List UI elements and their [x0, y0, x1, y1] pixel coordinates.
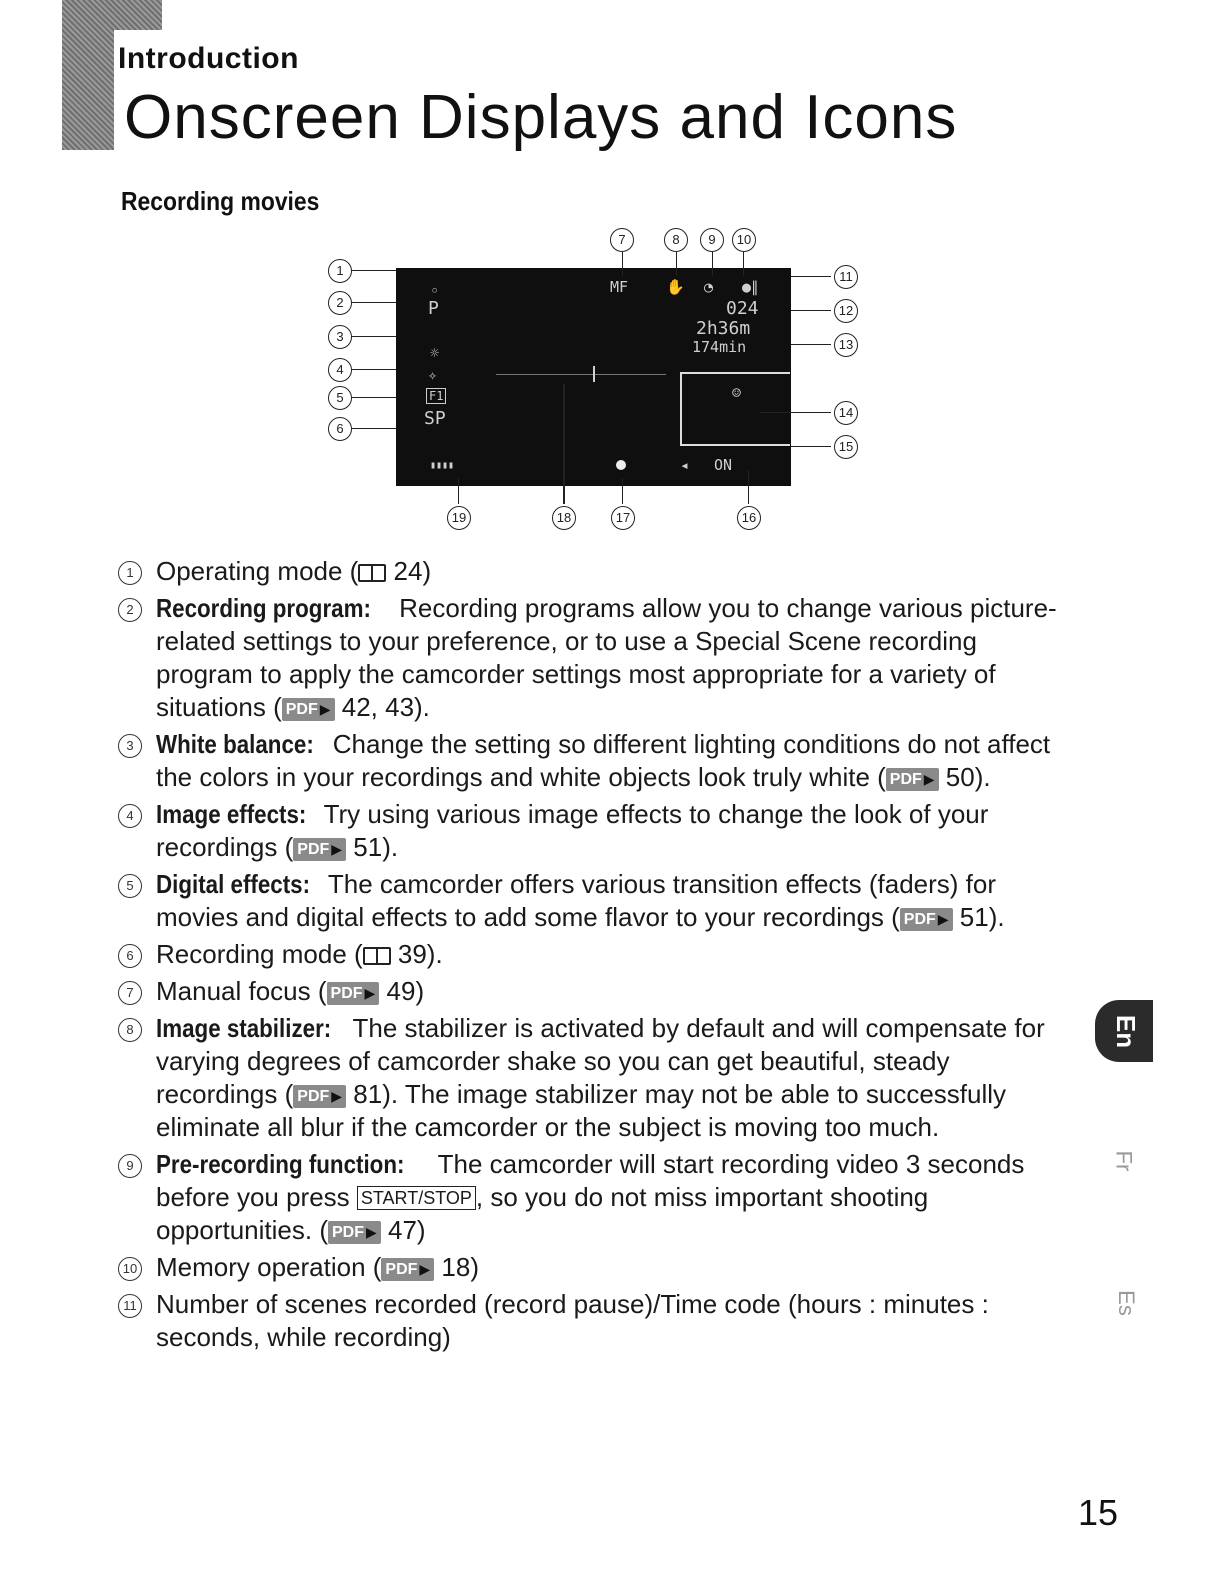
pdf-reference-icon: PDF ▶ — [327, 982, 380, 1005]
language-tab-french[interactable]: Fr — [1111, 1150, 1137, 1172]
item-number: 6 — [118, 944, 142, 968]
face-detection-icon: ☺ — [732, 384, 742, 402]
item-ref: 50). — [938, 762, 991, 792]
leader-line-1 — [350, 270, 396, 271]
language-tab-label: En — [1111, 1014, 1142, 1049]
item-text: Manual focus ( — [156, 976, 327, 1006]
leader-line-6 — [350, 428, 396, 429]
list-item — [118, 975, 1068, 1008]
leader-line-15 — [791, 446, 831, 447]
item-number: 11 — [118, 1294, 142, 1318]
list-item — [118, 938, 1068, 971]
pdf-reference-icon: PDF ▶ — [381, 1258, 434, 1281]
item-number: 8 — [118, 1018, 142, 1042]
level-marker-line — [496, 374, 666, 375]
item-text: Recording mode ( — [156, 939, 363, 969]
item-number: 9 — [118, 1154, 142, 1178]
leader-line-8 — [676, 252, 677, 276]
list-item — [118, 555, 1068, 588]
pdf-reference-icon: PDF ▶ — [293, 1085, 346, 1108]
item-text: Recording programs allow you to change various picture-related settings to your preference, or to use a Special Scene recording program to apply the camcorder settings most appropriate for a variety of situations ( — [156, 593, 1057, 722]
language-tab-spanish[interactable]: Es — [1113, 1290, 1139, 1316]
leader-line-17 — [622, 478, 623, 504]
callout-7: 7 — [610, 228, 634, 252]
list-item — [118, 798, 1068, 864]
callout-12: 12 — [834, 299, 858, 323]
leader-line-12 — [791, 310, 831, 311]
section-label: Introduction — [118, 42, 299, 75]
callout-18: 18 — [552, 506, 576, 530]
item-ref: 51). — [952, 902, 1005, 932]
status-on-label: ON — [714, 456, 733, 474]
leader-line-2 — [350, 302, 396, 303]
leader-line-11 — [791, 276, 831, 277]
callout-10: 10 — [732, 228, 756, 252]
callout-11: 11 — [834, 265, 858, 289]
item-text-continued: , so you do not miss important shooting opportunities. ( — [156, 1182, 929, 1245]
description-list — [118, 555, 1068, 1358]
battery-remaining: 174min — [692, 338, 747, 356]
scene-count: 024 — [726, 298, 759, 319]
mic-attenuator-icon: ◂ — [680, 456, 690, 474]
lcd-screen-diagram — [396, 268, 791, 486]
callout-4: 4 — [328, 358, 352, 382]
start-stop-key-icon: START/STOP — [357, 1186, 476, 1210]
list-item — [118, 868, 1068, 934]
item-number: 5 — [118, 874, 142, 898]
item-number: 2 — [118, 598, 142, 622]
list-item — [118, 1012, 1068, 1144]
page-number: 15 — [1078, 1492, 1119, 1533]
leader-line-7 — [622, 252, 623, 276]
recording-mode-indicator: SP — [424, 408, 446, 429]
callout-16: 16 — [737, 506, 761, 530]
item-term: Pre-recording function: — [156, 1149, 405, 1179]
book-icon — [358, 564, 386, 582]
memory-operation-icon: ●∥ — [742, 278, 759, 296]
pre-recording-icon: ◔ — [704, 278, 714, 296]
leader-line-16 — [748, 470, 749, 504]
list-item — [118, 1148, 1068, 1247]
item-text: Number of scenes recorded (record pause)/Time code (hours : minutes : seconds, while recording) — [156, 1289, 989, 1352]
callout-15: 15 — [834, 435, 858, 459]
item-number: 7 — [118, 981, 142, 1005]
book-icon — [363, 947, 391, 965]
callout-2: 2 — [328, 291, 352, 315]
item-text: The stabilizer is activated by default and will compensate for varying degrees of camcorder shake so you can get beautiful, steady recordings ( — [156, 1013, 1045, 1109]
leader-line-18 — [563, 384, 565, 504]
item-ref: 39). — [390, 939, 443, 969]
pdf-reference-icon: PDF ▶ — [282, 698, 335, 721]
list-item — [118, 1288, 1068, 1354]
manual-focus-indicator: MF — [610, 278, 629, 296]
leader-line-5 — [350, 397, 396, 398]
item-term: Recording program: — [156, 593, 371, 623]
item-ref: 51). — [346, 832, 399, 862]
callout-17: 17 — [611, 506, 635, 530]
subheading: Recording movies — [121, 186, 320, 216]
operating-mode-icon: ◦ — [430, 282, 440, 300]
item-ref: 24) — [386, 556, 432, 586]
callout-14: 14 — [834, 401, 858, 425]
callout-6: 6 — [328, 417, 352, 441]
pdf-reference-icon: PDF ▶ — [900, 908, 953, 931]
callout-3: 3 — [328, 325, 352, 349]
item-ref: 49) — [379, 976, 425, 1006]
language-tab-english[interactable] — [1095, 1000, 1153, 1062]
item-number: 10 — [118, 1257, 142, 1281]
recording-indicator-icon — [616, 460, 626, 470]
audio-level-icon: ▮▮▮▮ — [430, 460, 455, 471]
leader-line-19 — [458, 478, 459, 504]
item-term: Image effects: — [156, 799, 307, 829]
leader-line-13 — [791, 344, 831, 345]
item-term: White balance: — [156, 729, 314, 759]
callout-1: 1 — [328, 259, 352, 283]
leader-line-4 — [350, 369, 396, 370]
image-effects-icon: ✧ — [428, 366, 438, 384]
page-title: Onscreen Displays and Icons — [124, 83, 958, 152]
item-text: Try using various image effects to change the look of your recordings ( — [156, 799, 989, 862]
list-item — [118, 592, 1068, 724]
item-ref: 47) — [380, 1215, 426, 1245]
item-ref: 18) — [434, 1252, 480, 1282]
image-stabilizer-icon: ✋ — [666, 278, 685, 296]
item-number: 3 — [118, 734, 142, 758]
item-text: The camcorder offers various transition effects (faders) for movies and digital effects to add some flavor to your recordings ( — [156, 869, 997, 932]
item-text: The camcorder will start recording video 3 seconds before you press — [156, 1149, 1025, 1212]
item-text: Operating mode ( — [156, 556, 359, 586]
list-item — [118, 728, 1068, 794]
callout-19: 19 — [447, 506, 471, 530]
leader-line-10 — [743, 252, 744, 276]
item-text: Memory operation ( — [156, 1252, 382, 1282]
white-balance-icon: ☼ — [430, 344, 440, 362]
callout-5: 5 — [328, 386, 352, 410]
item-number: 4 — [118, 804, 142, 828]
item-term: Digital effects: — [156, 869, 311, 899]
pdf-reference-icon: PDF ▶ — [886, 768, 939, 791]
leader-line-14 — [760, 412, 831, 413]
item-ref: 81). The image stabilizer may not be able to successfully eliminate all blur if the camcorder or the subject is moving too much. — [156, 1079, 1007, 1142]
callout-9: 9 — [700, 228, 724, 252]
leader-line-3 — [350, 336, 396, 337]
remaining-time: 2h36m — [696, 318, 751, 339]
digital-effects-indicator: F1 — [426, 388, 446, 404]
center-marker — [593, 366, 595, 382]
item-number: 1 — [118, 561, 142, 585]
leader-line-9 — [712, 252, 713, 276]
item-text: Change the setting so different lighting conditions do not affect the colors in your recordings and white objects look truly white ( — [156, 729, 1051, 792]
callout-13: 13 — [834, 333, 858, 357]
callout-8: 8 — [664, 228, 688, 252]
pdf-reference-icon: PDF ▶ — [328, 1221, 381, 1244]
recording-program-indicator: P — [428, 298, 439, 319]
item-ref: 42, 43). — [334, 692, 430, 722]
item-term: Image stabilizer: — [156, 1013, 332, 1043]
pdf-reference-icon: PDF ▶ — [293, 838, 346, 861]
list-item — [118, 1251, 1068, 1284]
